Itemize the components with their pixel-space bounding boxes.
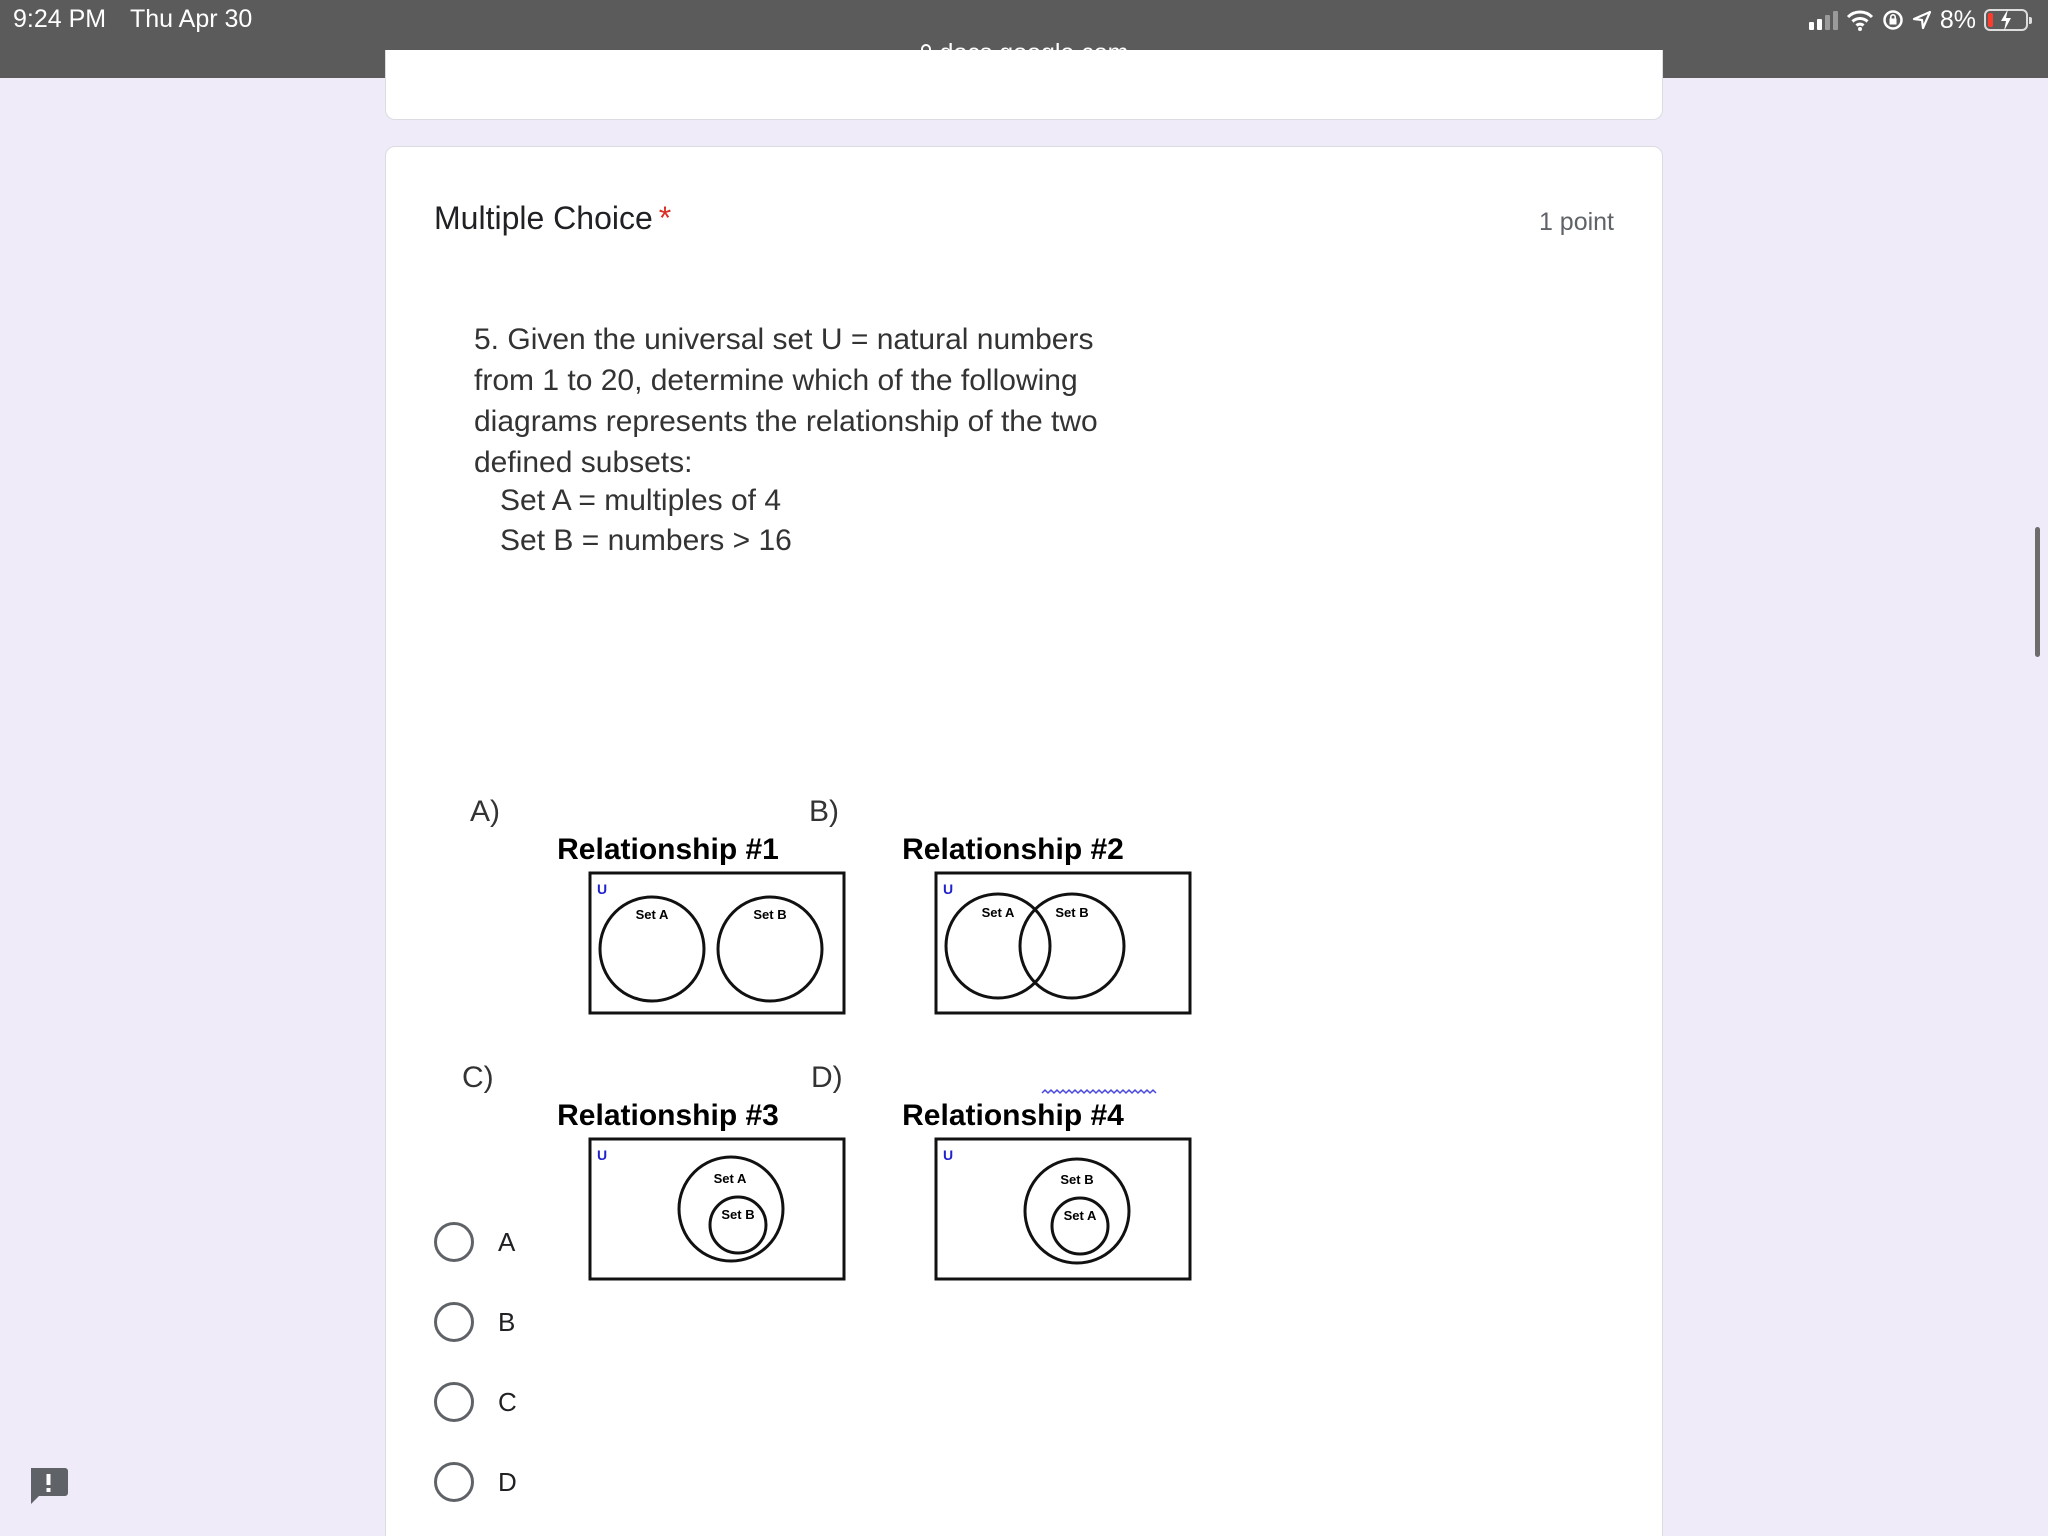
set-circle-inner [1052, 1198, 1108, 1254]
diagram-title: Relationship #4 [902, 1099, 1124, 1132]
orientation-lock-icon [1882, 9, 1904, 31]
diagram-letter: D) [811, 1061, 843, 1094]
wifi-icon [1846, 9, 1874, 31]
diagram-letter: B) [809, 795, 839, 828]
signal-icon [1809, 10, 1838, 30]
battery-icon [1984, 9, 2028, 31]
option-b[interactable] [434, 1301, 515, 1343]
diagram-letter: C) [462, 1061, 494, 1094]
question-line: diagrams represents the relationship of the two [474, 405, 1098, 438]
question-line: 5. Given the universal set U = natural numbers [474, 323, 1094, 356]
question-title-text: Multiple Choice [434, 200, 653, 236]
question-text [474, 319, 1194, 483]
diagram-letter: A) [470, 795, 500, 828]
circle-label: Set A [1063, 1208, 1097, 1223]
diagram-title: Relationship #1 [557, 833, 779, 866]
option-label: B [498, 1306, 516, 1337]
set-a-definition: Set A = multiples of 4 [500, 484, 782, 517]
status-date: Thu Apr 30 [130, 5, 253, 33]
feedback-icon[interactable] [27, 1466, 69, 1506]
universe-label: U [943, 881, 954, 897]
set-b-definition: Set B = numbers > 16 [500, 524, 792, 557]
radio-button[interactable] [434, 1462, 474, 1502]
diagram-title: Relationship #2 [902, 833, 1124, 866]
option-label: C [498, 1386, 517, 1417]
spellcheck-underline [1042, 1090, 1156, 1093]
circle-label: Set A [635, 907, 669, 922]
universe-label: U [597, 881, 608, 897]
radio-button[interactable] [434, 1222, 474, 1262]
status-indicators [1809, 6, 2028, 34]
radio-button[interactable] [434, 1302, 474, 1342]
location-icon [1912, 10, 1932, 30]
previous-question-card [385, 50, 1663, 120]
universe-label: U [597, 1147, 608, 1163]
circle-label: Set B [721, 1207, 755, 1222]
circle-label: Set B [753, 907, 787, 922]
circle-label: Set B [1060, 1172, 1094, 1187]
battery-percent: 8% [1939, 5, 1976, 34]
circle-label: Set B [1055, 905, 1089, 920]
option-label: D [498, 1466, 517, 1497]
question-title [434, 200, 671, 237]
status-time: 9:24 PM [13, 5, 107, 33]
universe-label: U [943, 1147, 954, 1163]
circle-label: Set A [713, 1171, 747, 1186]
diagram-title: Relationship #3 [557, 1099, 779, 1132]
question-line: from 1 to 20, determine which of the following [474, 364, 1078, 397]
question-line: defined subsets: [474, 446, 693, 479]
venn-diagrams-image [456, 627, 1156, 1327]
scrollbar[interactable] [2035, 527, 2040, 657]
required-asterisk: * [658, 200, 672, 236]
set-circle-inner [710, 1197, 766, 1253]
question-points: 1 point [1538, 208, 1614, 236]
option-d[interactable] [434, 1461, 517, 1503]
radio-button[interactable] [434, 1382, 474, 1422]
question-card [385, 146, 1663, 1536]
circle-label: Set A [981, 905, 1015, 920]
option-c[interactable] [434, 1381, 517, 1423]
option-label: A [498, 1226, 516, 1257]
option-a[interactable] [434, 1221, 515, 1263]
